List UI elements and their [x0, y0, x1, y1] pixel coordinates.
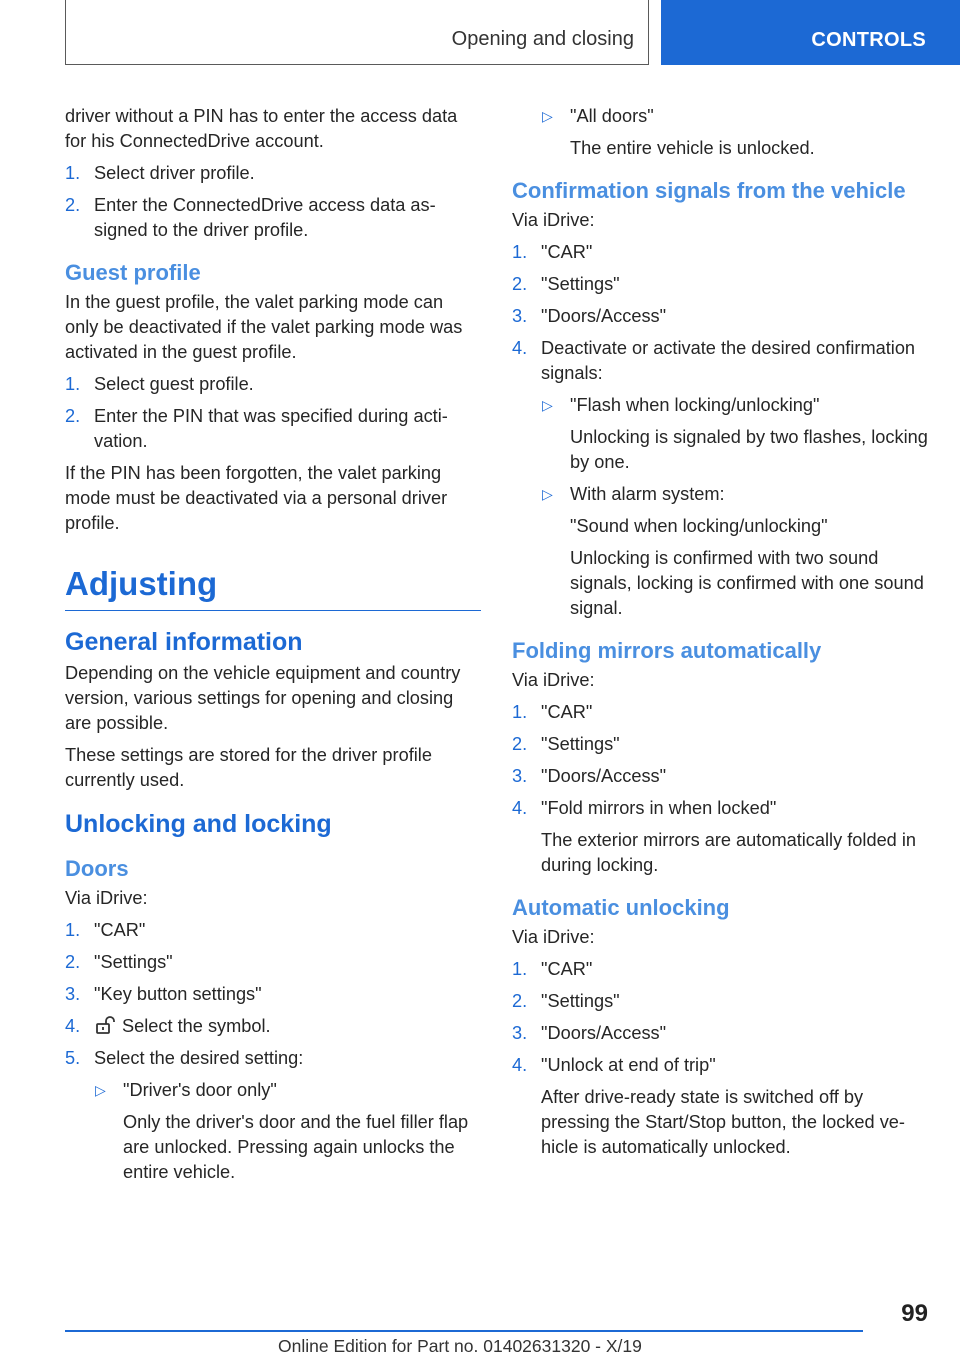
step-text: "CAR"	[541, 702, 593, 722]
step-text: "CAR"	[94, 920, 146, 940]
list-item	[512, 240, 930, 265]
automatic-steps	[512, 957, 930, 1160]
list-item	[65, 404, 481, 454]
step-number: 1.	[65, 374, 81, 394]
list-item	[512, 732, 930, 757]
step-text: Deactivate or activate the desired confirmation signals:	[541, 338, 916, 383]
option-note: Unlocking is signaled by two flashes, locking by one.	[570, 427, 928, 472]
triangle-bullet-icon: ▷	[95, 1082, 106, 1098]
step-text: "Settings"	[541, 991, 620, 1011]
step-number: 3.	[65, 984, 81, 1004]
option-note: "Sound when locking/unlocking"	[570, 516, 828, 536]
chapter-title: Adjusting	[65, 564, 481, 611]
folding-mirrors-heading: Folding mirrors automatically	[512, 638, 822, 663]
step-note: After drive-ready state is switched off by pressing the Start/Stop button, the locked vehicle is automatically unlocked.	[541, 1087, 905, 1157]
doors-heading: Doors	[65, 856, 129, 881]
step-text: "Doors/Access"	[541, 766, 667, 786]
step-text: Enter the ConnectedDrive access data assigned to the driver profile.	[94, 195, 436, 240]
step-number: 2.	[512, 734, 528, 754]
option-note: The entire vehicle is unlocked.	[570, 138, 815, 158]
step-number: 2.	[512, 274, 528, 294]
step-text: "Unlock at end of trip"	[541, 1055, 716, 1075]
list-item	[541, 482, 930, 621]
step-number: 3.	[512, 766, 528, 786]
list-item	[65, 372, 481, 397]
automatic-via: Via iDrive:	[512, 927, 595, 947]
step-text: Select the desired setting:	[94, 1048, 304, 1068]
step-number: 2.	[65, 195, 81, 215]
general-info-paragraph-1: Depending on the vehicle equipment and country version, various settings for opening and closing are possible.	[65, 663, 461, 733]
unlocking-locking-heading: Unlocking and locking	[65, 810, 332, 838]
triangle-bullet-icon: ▷	[542, 486, 553, 502]
step-number: 3.	[512, 306, 528, 326]
step-text: "Settings"	[541, 274, 620, 294]
left-column	[65, 104, 481, 1192]
folding-via: Via iDrive:	[512, 670, 595, 690]
step-number: 1.	[512, 959, 528, 979]
list-item	[65, 950, 481, 975]
intro-steps	[65, 161, 481, 243]
guest-profile-heading: Guest profile	[65, 260, 201, 285]
step-number: 4.	[512, 798, 528, 818]
list-item	[512, 1053, 930, 1160]
list-item	[512, 272, 930, 297]
section-title: Opening and closing	[451, 28, 634, 50]
chapter-tab	[661, 0, 960, 65]
confirmation-options	[541, 393, 930, 621]
confirmation-via: Via iDrive:	[512, 210, 595, 230]
footer-rule	[65, 1330, 863, 1332]
chapter-tab-label: CONTROLS	[811, 29, 926, 51]
list-item	[541, 393, 930, 475]
step-number: 4.	[512, 338, 528, 358]
doors-options	[94, 1078, 481, 1185]
option-label: "Flash when locking/unlocking"	[570, 395, 820, 415]
option-label: With alarm system:	[570, 484, 725, 504]
triangle-bullet-icon: ▷	[542, 397, 553, 413]
list-item	[94, 1078, 481, 1185]
step-text: "Settings"	[94, 952, 173, 972]
step-note: The exterior mirrors are automatically folded in during locking.	[541, 830, 917, 875]
step-text: "CAR"	[541, 242, 593, 262]
step-number: 1.	[65, 920, 81, 940]
step-number: 2.	[512, 991, 528, 1011]
list-item	[65, 161, 481, 186]
unlock-symbol-icon	[94, 1016, 116, 1034]
list-item	[512, 989, 930, 1014]
step-number: 4.	[512, 1055, 528, 1075]
step-text: "Doors/Access"	[541, 1023, 667, 1043]
list-item	[65, 1046, 481, 1185]
confirmation-steps	[512, 240, 930, 621]
list-item	[512, 700, 930, 725]
confirmation-signals-heading: Confirmation signals from the vehicle	[512, 178, 906, 203]
page-number: 99	[901, 1300, 928, 1327]
step-text: "Doors/Access"	[541, 306, 667, 326]
list-item	[65, 1014, 481, 1039]
list-item	[512, 764, 930, 789]
right-column	[512, 104, 930, 1167]
list-item	[65, 982, 481, 1007]
option-label: "Driver's door only"	[123, 1080, 277, 1100]
general-info-paragraph-2: These settings are stored for the driver profile currently used.	[65, 745, 432, 790]
guest-steps	[65, 372, 481, 454]
step-text: "Fold mirrors in when locked"	[541, 798, 777, 818]
step-number: 3.	[512, 1023, 528, 1043]
list-item	[541, 104, 930, 161]
guest-profile-paragraph: In the guest profile, the valet parking mode can only be deactivated if the valet parking mode was activated in the guest profile.	[65, 292, 463, 362]
triangle-bullet-icon: ▷	[542, 108, 553, 124]
option-note: Only the driver's door and the fuel filler flap are unlocked. Pressing again unlocks the entire vehicle.	[123, 1112, 469, 1182]
step-number: 4.	[65, 1016, 81, 1036]
list-item	[512, 304, 930, 329]
step-number: 2.	[65, 952, 81, 972]
step-number: 1.	[512, 242, 528, 262]
step-number: 5.	[65, 1048, 81, 1068]
step-text: "Settings"	[541, 734, 620, 754]
list-item	[65, 918, 481, 943]
general-info-heading: General information	[65, 628, 303, 656]
list-item	[512, 1021, 930, 1046]
doors-steps	[65, 918, 481, 1185]
step-text: Enter the PIN that was specified during activation.	[94, 406, 448, 451]
doors-via: Via iDrive:	[65, 888, 148, 908]
pin-forgotten-paragraph: If the PIN has been forgotten, the valet parking mode must be deactivated via a personal driver profile.	[65, 463, 448, 533]
step-number: 2.	[65, 406, 81, 426]
footer-edition: Online Edition for Part no. 01402631320 - X/19	[278, 1336, 642, 1356]
doors-options-continued	[541, 104, 930, 161]
step-number: 1.	[512, 702, 528, 722]
option-label: "All doors"	[570, 106, 654, 126]
step-text: Select the symbol.	[122, 1016, 271, 1036]
step-text: Select driver profile.	[94, 163, 255, 183]
running-header	[65, 0, 649, 65]
list-item	[512, 796, 930, 878]
step-text: "Key button settings"	[94, 984, 262, 1004]
list-item	[512, 957, 930, 982]
step-text: "CAR"	[541, 959, 593, 979]
list-item	[65, 193, 481, 243]
automatic-unlocking-heading: Automatic unlocking	[512, 895, 730, 920]
step-text: Select guest profile.	[94, 374, 254, 394]
option-note: Unlocking is confirmed with two sound signals, locking is confirmed with one sound signal.	[570, 548, 924, 618]
intro-paragraph: driver without a PIN has to enter the access data for his ConnectedDrive account.	[65, 106, 458, 151]
step-number: 1.	[65, 163, 81, 183]
list-item	[512, 336, 930, 621]
folding-steps	[512, 700, 930, 878]
